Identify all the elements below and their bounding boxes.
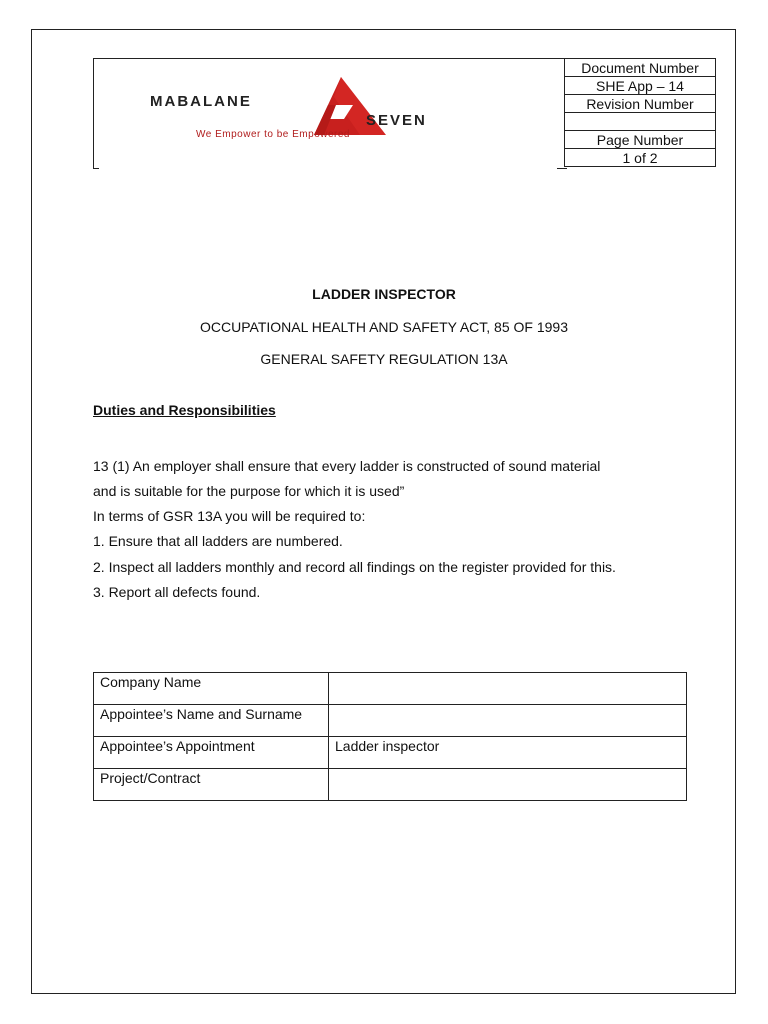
revision-number-label: Revision Number [565,95,716,113]
act-reference: OCCUPATIONAL HEALTH AND SAFETY ACT, 85 OF 1993 [200,319,568,335]
company-logo [148,75,478,145]
table-row [94,737,687,769]
project-contract-field[interactable] [329,769,687,801]
logo-tagline: We Empower to be Empowered [196,129,350,140]
doc-number-value: SHE App – 14 [565,77,716,95]
appointment-form-table [93,672,687,801]
table-row [94,769,687,801]
regulation-reference: GENERAL SAFETY REGULATION 13A [260,351,508,367]
page-number-label: Page Number [565,131,716,149]
doc-number-label: Document Number [565,59,716,77]
appointee-appointment-field[interactable]: Ladder inspector [329,737,687,769]
revision-number-value [565,113,716,131]
project-contract-label: Project/Contract [94,769,329,801]
header-border-bottom-stub [93,168,99,169]
appointee-name-label: Appointee’s Name and Surname [94,705,329,737]
document-header [93,58,716,170]
duty-item: 2. Inspect all ladders monthly and record all findings on the register provided for this. [93,559,616,575]
document-info-table [564,58,716,167]
section-heading: Duties and Responsibilities [93,402,276,418]
logo-brand-left: MABALANE [150,93,252,110]
header-border-bottom-mid [557,168,567,169]
header-border-left [93,58,94,168]
company-name-label: Company Name [94,673,329,705]
document-title: LADDER INSPECTOR [312,286,456,302]
appointee-name-field[interactable] [329,705,687,737]
body-line: 13 (1) An employer shall ensure that every ladder is constructed of sound material [93,458,601,474]
table-row [94,705,687,737]
body-line: and is suitable for the purpose for which it is used” [93,483,405,499]
body-line: In terms of GSR 13A you will be required to: [93,508,366,524]
header-border-top [93,58,565,59]
company-name-field[interactable] [329,673,687,705]
duty-item: 1. Ensure that all ladders are numbered. [93,533,343,549]
appointee-appointment-label: Appointee’s Appointment [94,737,329,769]
table-row [94,673,687,705]
duty-item: 3. Report all defects found. [93,584,261,600]
logo-brand-right: SEVEN [366,112,427,129]
page-number-value: 1 of 2 [565,149,716,167]
